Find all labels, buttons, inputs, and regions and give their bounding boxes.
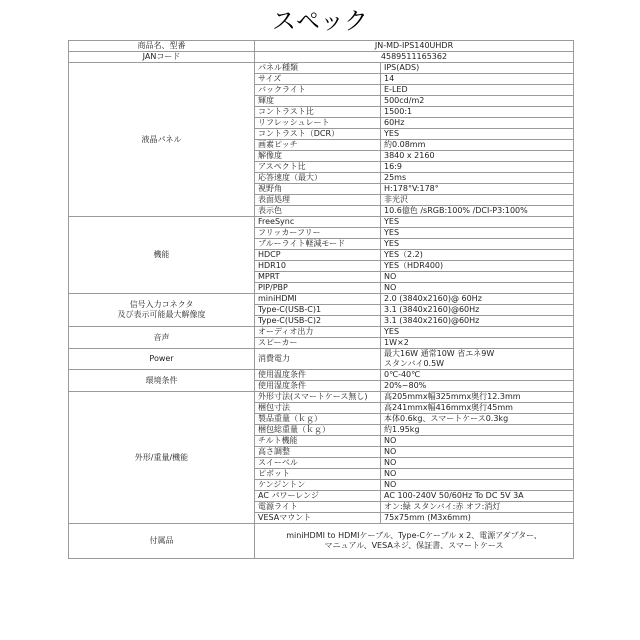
- accessories-section: [69, 524, 574, 559]
- spec-value: 高205mmx幅325mmx奥行12.3mm: [381, 392, 574, 403]
- accessories-category: 付属品: [69, 524, 255, 559]
- lcd-section: [69, 63, 574, 217]
- spec-value: 高241mmx幅416mmx奥行45mm: [381, 403, 574, 414]
- spec-label: アスペクト比: [255, 162, 381, 173]
- spec-label: 消費電力: [255, 349, 381, 370]
- environment-section: [69, 370, 574, 392]
- spec-value: 1W×2: [381, 338, 574, 349]
- spec-value: 2.0 (3840x2160)@ 60Hz: [381, 294, 574, 305]
- spec-value: AC 100-240V 50/60Hz To DC 5V 3A: [381, 491, 574, 502]
- spec-value: YES（2.2): [381, 250, 574, 261]
- spec-value: YES: [381, 129, 574, 140]
- spec-value: 3.1 (3840x2160)@60Hz: [381, 316, 574, 327]
- audio-section: [69, 327, 574, 349]
- spec-value: 16:9: [381, 162, 574, 173]
- spec-label: 解像度: [255, 151, 381, 162]
- spec-value: 1500:1: [381, 107, 574, 118]
- physical-section: [69, 392, 574, 524]
- spec-value: 10.6億色 /sRGB:100% /DCI-P3:100%: [381, 206, 574, 217]
- table-row: [69, 41, 574, 52]
- power-section: [69, 349, 574, 370]
- spec-value: NO: [381, 447, 574, 458]
- spec-label: 製品重量（ｋｇ）: [255, 414, 381, 425]
- spec-value: YES: [381, 239, 574, 250]
- environment-category: 環境条件: [69, 370, 255, 392]
- lcd-category: 液晶パネル: [69, 63, 255, 217]
- spec-label: 高さ調整: [255, 447, 381, 458]
- inputs-section: [69, 294, 574, 327]
- physical-category: 外形/重量/機能: [69, 392, 255, 524]
- spec-value: NO: [381, 272, 574, 283]
- spec-label: PIP/PBP: [255, 283, 381, 294]
- accessories-line2: マニュアル、VESAネジ、保証書、スマートケース: [324, 541, 504, 550]
- spec-value: 500cd/m2: [381, 96, 574, 107]
- spec-value: YES: [381, 228, 574, 239]
- accessories-line1: miniHDMI to HDMIケーブル、Type-Cケーブル x 2、電源アダプター、: [286, 531, 542, 540]
- spec-value: 約0.08mm: [381, 140, 574, 151]
- spec-value: NO: [381, 436, 574, 447]
- spec-label: Type-C(USB-C)1: [255, 305, 381, 316]
- features-section: [69, 217, 574, 294]
- table-row: [69, 217, 574, 228]
- spec-label: Type-C(USB-C)2: [255, 316, 381, 327]
- spec-value: E-LED: [381, 85, 574, 96]
- inputs-category-line1: 信号入力コネクタ: [129, 300, 194, 309]
- spec-label: チルト機能: [255, 436, 381, 447]
- spec-label: 外形寸法(スマートケース無し): [255, 392, 381, 403]
- power-value-line1: 最大16W 通常10W 省エネ9W: [384, 349, 495, 358]
- jan-value: 4589511165362: [255, 52, 574, 63]
- spec-label: FreeSync: [255, 217, 381, 228]
- spec-label: スピーカー: [255, 338, 381, 349]
- spec-value: 非光沢: [381, 195, 574, 206]
- spec-value: H:178°V:178°: [381, 184, 574, 195]
- spec-label: HDCP: [255, 250, 381, 261]
- spec-label: リフレッシュレート: [255, 118, 381, 129]
- spec-label: オーディオ出力: [255, 327, 381, 338]
- spec-label: MPRT: [255, 272, 381, 283]
- spec-label: 表面処理: [255, 195, 381, 206]
- inputs-category-line2: 及び表示可能最大解像度: [117, 310, 206, 319]
- accessories-value: [255, 524, 574, 559]
- spec-label: ピボット: [255, 469, 381, 480]
- spec-value: 75x75mm (M3x6mm): [381, 513, 574, 524]
- table-row: [69, 63, 574, 74]
- inputs-category: [69, 294, 255, 327]
- jan-label: JANコード: [69, 52, 255, 63]
- spec-label: ケンジントン: [255, 480, 381, 491]
- table-row: [69, 294, 574, 305]
- spec-value: 25ms: [381, 173, 574, 184]
- spec-value: YES（HDR400): [381, 261, 574, 272]
- table-row: [69, 392, 574, 403]
- spec-value: YES: [381, 327, 574, 338]
- spec-value: 3.1 (3840x2160)@60Hz: [381, 305, 574, 316]
- spec-label: 電源ライト: [255, 502, 381, 513]
- spec-label: 梱包寸法: [255, 403, 381, 414]
- spec-label: バックライト: [255, 85, 381, 96]
- spec-value: 0℃-40℃: [381, 370, 574, 381]
- spec-value: 60Hz: [381, 118, 574, 129]
- spec-value: 14: [381, 74, 574, 85]
- spec-label: 輝度: [255, 96, 381, 107]
- spec-label: 視野角: [255, 184, 381, 195]
- spec-label: 画素ピッチ: [255, 140, 381, 151]
- spec-table: [68, 40, 574, 559]
- spec-value: NO: [381, 458, 574, 469]
- spec-value: オン:緑 スタンバイ:赤 オフ:消灯: [381, 502, 574, 513]
- spec-label: コントラスト（DCR）: [255, 129, 381, 140]
- table-row: [69, 52, 574, 63]
- spec-value: IPS(ADS): [381, 63, 574, 74]
- spec-value: YES: [381, 217, 574, 228]
- spec-label: サイズ: [255, 74, 381, 85]
- page-title: スペック: [272, 7, 368, 35]
- spec-label: 表示色: [255, 206, 381, 217]
- power-category: Power: [69, 349, 255, 370]
- spec-label: miniHDMI: [255, 294, 381, 305]
- table-row: [69, 524, 574, 559]
- spec-label: スイーベル: [255, 458, 381, 469]
- spec-label: 使用湿度条件: [255, 381, 381, 392]
- power-value-line2: スタンバイ0.5W: [384, 359, 445, 368]
- spec-label: コントラスト比: [255, 107, 381, 118]
- table-row: [69, 370, 574, 381]
- spec-label: 使用温度条件: [255, 370, 381, 381]
- spec-value: NO: [381, 469, 574, 480]
- spec-label: AC パワーレンジ: [255, 491, 381, 502]
- product-name-value: JN-MD-IPS140UHDR: [255, 41, 574, 52]
- spec-label: 応答速度（最大）: [255, 173, 381, 184]
- spec-label: パネル種類: [255, 63, 381, 74]
- spec-label: ブルーライト軽減モード: [255, 239, 381, 250]
- spec-value: 3840 x 2160: [381, 151, 574, 162]
- spec-value: NO: [381, 480, 574, 491]
- spec-value: NO: [381, 283, 574, 294]
- spec-value: [381, 349, 574, 370]
- spec-label: VESAマウント: [255, 513, 381, 524]
- product-name-label: 商品名、型番: [69, 41, 255, 52]
- table-row: [69, 349, 574, 370]
- spec-value: 本体0.6kg、スマートケース0.3kg: [381, 414, 574, 425]
- spec-value: 約1.95kg: [381, 425, 574, 436]
- audio-category: 音声: [69, 327, 255, 349]
- spec-label: フリッカーフリー: [255, 228, 381, 239]
- features-category: 機能: [69, 217, 255, 294]
- spec-value: 20%~80%: [381, 381, 574, 392]
- spec-label: HDR10: [255, 261, 381, 272]
- spec-label: 梱包総重量（ｋｇ）: [255, 425, 381, 436]
- table-row: [69, 327, 574, 338]
